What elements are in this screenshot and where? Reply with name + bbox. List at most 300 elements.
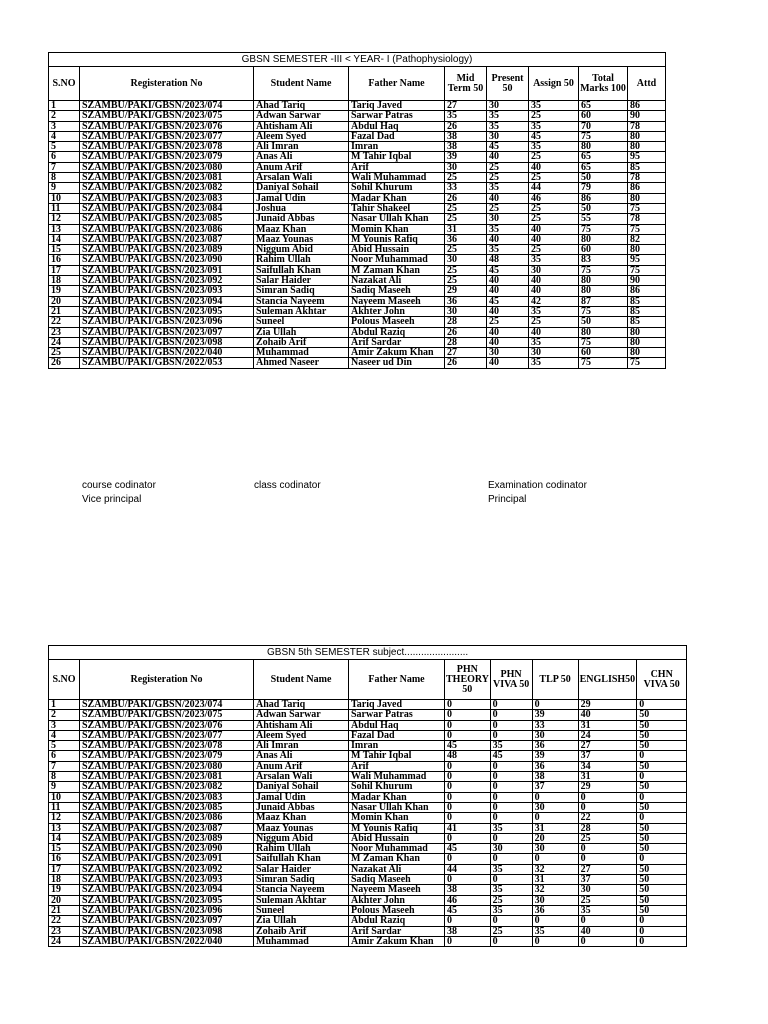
cell-father-name: M Tahir Iqbal	[349, 751, 445, 761]
cell-sno: 13	[49, 823, 80, 833]
cell-score-2: 40	[487, 152, 529, 162]
cell-student-name: Anum Arif	[254, 761, 349, 771]
table-row	[49, 772, 687, 782]
cell-score-1: 0	[445, 700, 491, 710]
cell-student-name: Zohaib Arif	[254, 337, 349, 347]
header-student-name: Student Name	[254, 660, 349, 700]
cell-score-1: 28	[445, 337, 487, 347]
cell-score-2: 45	[487, 296, 529, 306]
cell-score-2: 45	[490, 751, 532, 761]
cell-sno: 18	[49, 276, 80, 286]
table-row	[49, 730, 687, 740]
cell-score-4: 79	[579, 183, 628, 193]
cell-registration: SZAMBU/PAKI/GBSN/2023/075	[80, 710, 254, 720]
cell-score-4: 55	[579, 214, 628, 224]
cell-score-4: 0	[578, 844, 637, 854]
cell-father-name: Sarwar Patras	[349, 710, 445, 720]
cell-father-name: Wali Muhammad	[349, 772, 445, 782]
cell-score-2: 30	[487, 214, 529, 224]
cell-registration: SZAMBU/PAKI/GBSN/2023/094	[80, 885, 254, 895]
cell-score-1: 29	[445, 286, 487, 296]
cell-sno: 2	[49, 710, 80, 720]
cell-registration: SZAMBU/PAKI/GBSN/2023/086	[80, 813, 254, 823]
cell-student-name: Suleman Akhtar	[254, 306, 349, 316]
cell-score-4: 60	[579, 348, 628, 358]
cell-student-name: Maaz Khan	[254, 224, 349, 234]
cell-father-name: M Tahir Iqbal	[349, 152, 445, 162]
table-row	[49, 101, 666, 111]
cell-score-1: 33	[445, 183, 487, 193]
cell-score-1: 26	[445, 327, 487, 337]
table-row	[49, 348, 666, 358]
cell-score-2: 30	[490, 844, 532, 854]
cell-student-name: Jamal Udin	[254, 792, 349, 802]
cell-score-2: 25	[487, 173, 529, 183]
cell-score-5: 80	[628, 337, 666, 347]
cell-score-5: 50	[637, 875, 687, 885]
cell-score-5: 50	[637, 741, 687, 751]
cell-score-4: 75	[579, 337, 628, 347]
cell-score-4: 25	[578, 833, 637, 843]
cell-sno: 16	[49, 854, 80, 864]
cell-student-name: Anum Arif	[254, 162, 349, 172]
cell-score-2: 25	[487, 203, 529, 213]
cell-sno: 5	[49, 142, 80, 152]
cell-score-4: 0	[578, 802, 637, 812]
cell-score-1: 25	[445, 203, 487, 213]
cell-score-2: 0	[490, 730, 532, 740]
table-row	[49, 710, 687, 720]
cell-father-name: Arif Sardar	[349, 337, 445, 347]
cell-student-name: Suneel	[254, 905, 349, 915]
cell-student-name: Ahad Tariq	[254, 700, 349, 710]
cell-score-1: 0	[445, 792, 491, 802]
cell-father-name: Nasar Ullah Khan	[349, 802, 445, 812]
cell-score-5: 50	[637, 905, 687, 915]
cell-sno: 21	[49, 905, 80, 915]
cell-score-1: 38	[445, 142, 487, 152]
cell-student-name: Zohaib Arif	[254, 926, 349, 936]
cell-score-5: 0	[637, 813, 687, 823]
cell-father-name: Madar Khan	[349, 193, 445, 203]
cell-sno: 24	[49, 936, 80, 946]
cell-score-1: 0	[445, 782, 491, 792]
header-phn-viva: PHN VIVA 50	[490, 660, 532, 700]
table-row	[49, 802, 687, 812]
cell-score-5: 0	[637, 926, 687, 936]
cell-score-1: 0	[445, 761, 491, 771]
cell-score-3: 35	[529, 101, 579, 111]
table-row	[49, 358, 666, 368]
cell-score-4: 65	[579, 162, 628, 172]
cell-score-3: 40	[529, 224, 579, 234]
header-mid-term: Mid Term 50	[445, 67, 487, 101]
cell-student-name: Saifullah Khan	[254, 854, 349, 864]
cell-sno: 3	[49, 720, 80, 730]
cell-father-name: Sohil Khurum	[349, 782, 445, 792]
cell-father-name: Sadiq Maseeh	[349, 286, 445, 296]
table-row	[49, 844, 687, 854]
cell-score-4: 29	[578, 700, 637, 710]
cell-father-name: Polous Maseeh	[349, 317, 445, 327]
cell-score-3: 35	[529, 255, 579, 265]
cell-sno: 24	[49, 337, 80, 347]
cell-father-name: Abdul Haq	[349, 720, 445, 730]
header-father-name: Father Name	[349, 67, 445, 101]
cell-score-1: 36	[445, 296, 487, 306]
cell-score-4: 0	[578, 854, 637, 864]
cell-sno: 4	[49, 131, 80, 141]
cell-score-5: 85	[628, 317, 666, 327]
table-row	[49, 121, 666, 131]
class-coordinator-label: class codinator	[254, 480, 321, 491]
cell-registration: SZAMBU/PAKI/GBSN/2023/082	[80, 183, 254, 193]
cell-score-3: 39	[532, 710, 578, 720]
cell-score-3: 0	[532, 792, 578, 802]
cell-father-name: Abdul Haq	[349, 121, 445, 131]
cell-score-5: 50	[637, 761, 687, 771]
cell-score-2: 35	[487, 111, 529, 121]
cell-score-3: 0	[532, 813, 578, 823]
header-english: ENGLISH50	[578, 660, 637, 700]
cell-score-4: 50	[579, 203, 628, 213]
cell-sno: 21	[49, 306, 80, 316]
cell-score-1: 44	[445, 864, 491, 874]
cell-score-5: 75	[628, 358, 666, 368]
cell-score-5: 95	[628, 152, 666, 162]
cell-student-name: Aleem Syed	[254, 730, 349, 740]
cell-score-1: 38	[445, 885, 491, 895]
cell-score-2: 0	[490, 782, 532, 792]
cell-sno: 23	[49, 327, 80, 337]
cell-score-5: 78	[628, 173, 666, 183]
cell-sno: 15	[49, 245, 80, 255]
cell-sno: 18	[49, 875, 80, 885]
cell-score-4: 27	[578, 864, 637, 874]
cell-sno: 13	[49, 224, 80, 234]
cell-sno: 9	[49, 183, 80, 193]
cell-score-2: 30	[487, 101, 529, 111]
cell-score-5: 50	[637, 782, 687, 792]
cell-score-1: 0	[445, 802, 491, 812]
cell-score-1: 30	[445, 306, 487, 316]
cell-registration: SZAMBU/PAKI/GBSN/2023/085	[80, 214, 254, 224]
cell-score-2: 0	[490, 916, 532, 926]
cell-sno: 17	[49, 864, 80, 874]
cell-sno: 22	[49, 916, 80, 926]
cell-father-name: Fazal Dad	[349, 730, 445, 740]
header-assign: Assign 50	[529, 67, 579, 101]
cell-score-3: 46	[529, 193, 579, 203]
cell-score-2: 35	[487, 224, 529, 234]
header-father-name: Father Name	[349, 660, 445, 700]
cell-score-4: 60	[579, 245, 628, 255]
cell-score-1: 25	[445, 173, 487, 183]
cell-registration: SZAMBU/PAKI/GBSN/2022/040	[80, 936, 254, 946]
cell-student-name: Junaid Abbas	[254, 214, 349, 224]
cell-student-name: Niggum Abid	[254, 833, 349, 843]
cell-sno: 11	[49, 802, 80, 812]
cell-score-4: 37	[578, 751, 637, 761]
cell-score-5: 50	[637, 710, 687, 720]
cell-score-1: 38	[445, 926, 491, 936]
cell-father-name: Imran	[349, 142, 445, 152]
cell-score-5: 90	[628, 276, 666, 286]
cell-student-name: Zia Ullah	[254, 327, 349, 337]
cell-score-5: 50	[637, 844, 687, 854]
cell-score-3: 38	[532, 772, 578, 782]
vice-principal-label: Vice principal	[82, 494, 142, 505]
cell-score-3: 39	[532, 751, 578, 761]
cell-score-3: 25	[529, 173, 579, 183]
cell-student-name: Muhammad	[254, 936, 349, 946]
cell-registration: SZAMBU/PAKI/GBSN/2023/084	[80, 203, 254, 213]
cell-sno: 20	[49, 895, 80, 905]
cell-score-4: 25	[578, 895, 637, 905]
cell-score-3: 32	[532, 885, 578, 895]
cell-score-3: 36	[532, 741, 578, 751]
cell-registration: SZAMBU/PAKI/GBSN/2023/093	[80, 875, 254, 885]
cell-father-name: Sarwar Patras	[349, 111, 445, 121]
cell-registration: SZAMBU/PAKI/GBSN/2023/083	[80, 792, 254, 802]
cell-score-1: 25	[445, 245, 487, 255]
cell-registration: SZAMBU/PAKI/GBSN/2023/091	[80, 854, 254, 864]
cell-score-3: 35	[529, 337, 579, 347]
cell-sno: 12	[49, 214, 80, 224]
cell-father-name: Abdul Raziq	[349, 916, 445, 926]
cell-father-name: Fazal Dad	[349, 131, 445, 141]
cell-registration: SZAMBU/PAKI/GBSN/2023/074	[80, 700, 254, 710]
cell-sno: 9	[49, 782, 80, 792]
cell-registration: SZAMBU/PAKI/GBSN/2023/075	[80, 111, 254, 121]
cell-father-name: Momin Khan	[349, 224, 445, 234]
cell-score-5: 80	[628, 131, 666, 141]
cell-score-5: 85	[628, 306, 666, 316]
cell-student-name: Maaz Younas	[254, 823, 349, 833]
cell-registration: SZAMBU/PAKI/GBSN/2023/090	[80, 844, 254, 854]
cell-score-3: 30	[529, 348, 579, 358]
cell-score-2: 0	[490, 802, 532, 812]
cell-student-name: Stancia Nayeem	[254, 885, 349, 895]
cell-registration: SZAMBU/PAKI/GBSN/2023/081	[80, 772, 254, 782]
cell-student-name: Anas Ali	[254, 152, 349, 162]
header-tlp: TLP 50	[532, 660, 578, 700]
cell-score-5: 95	[628, 255, 666, 265]
cell-score-1: 27	[445, 101, 487, 111]
cell-score-4: 70	[579, 121, 628, 131]
header-registration: Registeration No	[80, 660, 254, 700]
cell-registration: SZAMBU/PAKI/GBSN/2023/098	[80, 926, 254, 936]
table-row	[49, 813, 687, 823]
cell-registration: SZAMBU/PAKI/GBSN/2023/096	[80, 317, 254, 327]
cell-score-1: 0	[445, 833, 491, 843]
cell-score-2: 40	[487, 286, 529, 296]
cell-student-name: Ahmed Naseer	[254, 358, 349, 368]
cell-student-name: Muhammad	[254, 348, 349, 358]
cell-score-3: 25	[529, 245, 579, 255]
cell-registration: SZAMBU/PAKI/GBSN/2023/089	[80, 833, 254, 843]
cell-score-3: 25	[529, 317, 579, 327]
course-coordinator-label: course codinator	[82, 480, 156, 491]
cell-registration: SZAMBU/PAKI/GBSN/2023/087	[80, 823, 254, 833]
cell-student-name: Ali Imran	[254, 142, 349, 152]
header-total-marks: Total Marks 100	[579, 67, 628, 101]
cell-score-2: 30	[487, 348, 529, 358]
cell-score-3: 35	[529, 121, 579, 131]
cell-student-name: Junaid Abbas	[254, 802, 349, 812]
cell-score-1: 0	[445, 875, 491, 885]
cell-score-4: 31	[578, 720, 637, 730]
cell-score-3: 25	[529, 111, 579, 121]
cell-sno: 8	[49, 772, 80, 782]
cell-score-4: 65	[579, 152, 628, 162]
cell-registration: SZAMBU/PAKI/GBSN/2023/095	[80, 895, 254, 905]
cell-registration: SZAMBU/PAKI/GBSN/2023/098	[80, 337, 254, 347]
cell-score-5: 50	[637, 895, 687, 905]
cell-score-5: 0	[637, 751, 687, 761]
cell-student-name: Simran Sadiq	[254, 286, 349, 296]
header-attendance: Attd	[628, 67, 666, 101]
cell-student-name: Adwan Sarwar	[254, 710, 349, 720]
cell-sno: 14	[49, 234, 80, 244]
cell-score-5: 50	[637, 823, 687, 833]
cell-score-3: 32	[532, 864, 578, 874]
table-row	[49, 337, 666, 347]
cell-sno: 23	[49, 926, 80, 936]
table-row	[49, 276, 666, 286]
cell-score-2: 35	[490, 864, 532, 874]
cell-score-4: 80	[579, 286, 628, 296]
cell-student-name: Ahtisham Ali	[254, 121, 349, 131]
semester-5-marks-table	[48, 645, 687, 947]
cell-score-5: 50	[637, 730, 687, 740]
cell-score-3: 31	[532, 875, 578, 885]
cell-score-1: 26	[445, 193, 487, 203]
cell-registration: SZAMBU/PAKI/GBSN/2022/053	[80, 358, 254, 368]
cell-score-1: 28	[445, 317, 487, 327]
cell-registration: SZAMBU/PAKI/GBSN/2023/077	[80, 730, 254, 740]
cell-score-5: 50	[637, 802, 687, 812]
cell-score-2: 0	[490, 875, 532, 885]
cell-father-name: Wali Muhammad	[349, 173, 445, 183]
cell-score-3: 33	[532, 720, 578, 730]
cell-registration: SZAMBU/PAKI/GBSN/2023/095	[80, 306, 254, 316]
cell-score-4: 86	[579, 193, 628, 203]
cell-father-name: M Zaman Khan	[349, 265, 445, 275]
cell-score-5: 78	[628, 214, 666, 224]
header-chn-viva: CHN VIVA 50	[637, 660, 687, 700]
cell-score-2: 0	[490, 854, 532, 864]
cell-father-name: Noor Muhammad	[349, 255, 445, 265]
cell-score-4: 37	[578, 875, 637, 885]
table-row	[49, 751, 687, 761]
cell-score-3: 45	[529, 131, 579, 141]
table-row	[49, 936, 687, 946]
cell-score-3: 25	[529, 214, 579, 224]
table-row	[49, 234, 666, 244]
cell-score-4: 87	[579, 296, 628, 306]
cell-score-3: 36	[532, 905, 578, 915]
table-row	[49, 306, 666, 316]
cell-father-name: Nayeem Maseeh	[349, 885, 445, 895]
cell-score-5: 85	[628, 296, 666, 306]
cell-score-3: 31	[532, 823, 578, 833]
cell-sno: 19	[49, 286, 80, 296]
cell-student-name: Suneel	[254, 317, 349, 327]
cell-father-name: Tahir Shakeel	[349, 203, 445, 213]
cell-score-4: 75	[579, 131, 628, 141]
table-row	[49, 782, 687, 792]
cell-score-4: 80	[579, 142, 628, 152]
cell-score-4: 28	[578, 823, 637, 833]
cell-score-5: 75	[628, 203, 666, 213]
cell-score-4: 50	[579, 317, 628, 327]
cell-father-name: Abid Hussain	[349, 833, 445, 843]
cell-registration: SZAMBU/PAKI/GBSN/2023/079	[80, 751, 254, 761]
cell-score-3: 40	[529, 327, 579, 337]
cell-score-1: 30	[445, 162, 487, 172]
cell-score-1: 46	[445, 895, 491, 905]
examination-coordinator-label: Examination codinator	[488, 480, 587, 491]
cell-registration: SZAMBU/PAKI/GBSN/2023/081	[80, 173, 254, 183]
cell-student-name: Ahad Tariq	[254, 101, 349, 111]
cell-registration: SZAMBU/PAKI/GBSN/2023/091	[80, 265, 254, 275]
cell-father-name: M Younis Rafiq	[349, 823, 445, 833]
cell-score-5: 0	[637, 700, 687, 710]
cell-score-4: 80	[579, 234, 628, 244]
cell-sno: 19	[49, 885, 80, 895]
cell-score-3: 0	[532, 916, 578, 926]
cell-score-4: 30	[578, 885, 637, 895]
cell-score-1: 0	[445, 813, 491, 823]
cell-score-5: 80	[628, 245, 666, 255]
cell-score-5: 50	[637, 833, 687, 843]
table-row	[49, 700, 687, 710]
cell-score-3: 44	[529, 183, 579, 193]
table-row	[49, 905, 687, 915]
cell-father-name: Nazakat Ali	[349, 864, 445, 874]
cell-student-name: Suleman Akhtar	[254, 895, 349, 905]
cell-score-1: 36	[445, 234, 487, 244]
cell-score-2: 35	[490, 885, 532, 895]
cell-score-2: 45	[487, 142, 529, 152]
cell-student-name: Adwan Sarwar	[254, 111, 349, 121]
cell-father-name: Polous Maseeh	[349, 905, 445, 915]
cell-score-1: 39	[445, 152, 487, 162]
cell-father-name: Arif Sardar	[349, 926, 445, 936]
cell-score-2: 35	[487, 183, 529, 193]
cell-score-5: 50	[637, 864, 687, 874]
table-row	[49, 296, 666, 306]
cell-score-4: 75	[579, 358, 628, 368]
cell-registration: SZAMBU/PAKI/GBSN/2023/087	[80, 234, 254, 244]
table-row	[49, 193, 666, 203]
cell-father-name: Nazakat Ali	[349, 276, 445, 286]
cell-student-name: Simran Sadiq	[254, 875, 349, 885]
cell-score-3: 40	[529, 276, 579, 286]
cell-score-5: 75	[628, 265, 666, 275]
cell-score-1: 30	[445, 255, 487, 265]
table-row	[49, 895, 687, 905]
table-row	[49, 761, 687, 771]
cell-registration: SZAMBU/PAKI/GBSN/2023/076	[80, 121, 254, 131]
cell-score-5: 90	[628, 111, 666, 121]
cell-score-5: 80	[628, 193, 666, 203]
cell-sno: 14	[49, 833, 80, 843]
cell-score-2: 40	[487, 306, 529, 316]
table-row	[49, 111, 666, 121]
cell-registration: SZAMBU/PAKI/GBSN/2023/092	[80, 276, 254, 286]
